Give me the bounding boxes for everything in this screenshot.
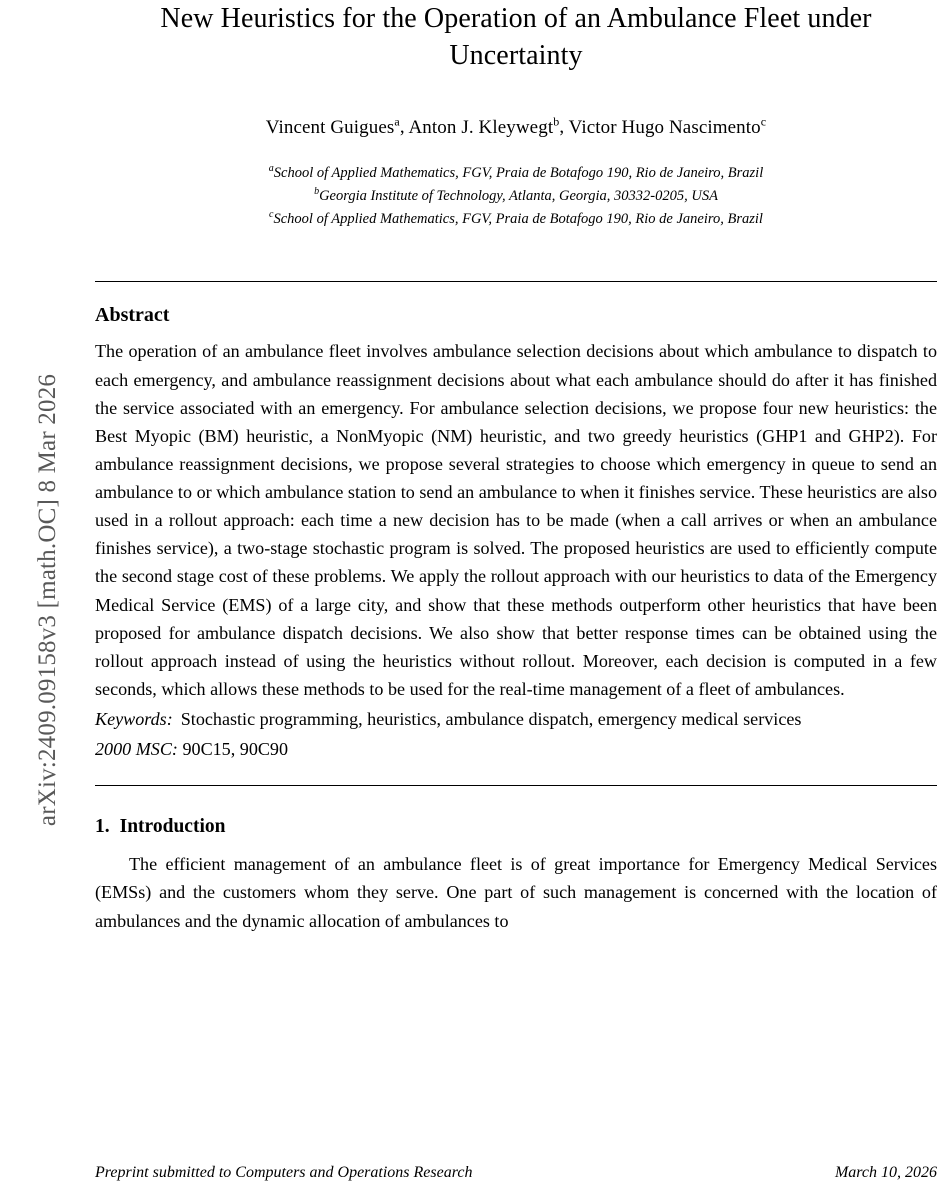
keywords-label: Keywords: xyxy=(95,709,173,729)
author-item xyxy=(568,114,767,138)
abstract-bottom-divider xyxy=(95,785,937,786)
section-paragraph: The efficient management of an ambulance fleet is of great importance for Emergency Medical Services (EMSs) and the customers whom they serve. One part of such management is concerned with the location of ambulances and the dynamic allocation of ambulances to xyxy=(95,854,937,931)
author-name: Anton J. Kleywegt xyxy=(408,116,554,138)
affiliation-mark: c xyxy=(269,208,274,220)
affiliation-mark: a xyxy=(268,162,274,174)
paper-content xyxy=(95,0,937,935)
page-title: New Heuristics for the Operation of an Ambulance Fleet under Uncertainty xyxy=(160,3,872,72)
affiliation-mark: b xyxy=(314,185,320,197)
affiliation-text: Georgia Institute of Technology, Atlanta, Georgia, 30332-0205, USA xyxy=(319,187,718,204)
page-footer xyxy=(95,1164,937,1182)
affiliation-item xyxy=(95,207,937,230)
arxiv-stamp-text: arXiv:2409.09158v3 [math.OC] 8 Mar 2026 xyxy=(33,373,61,827)
abstract-top-divider xyxy=(95,281,937,282)
arxiv-stamp xyxy=(0,0,95,1200)
section-number: 1. xyxy=(95,816,110,838)
footer-left-text: Preprint submitted to Computers and Operations Research xyxy=(95,1164,473,1181)
author-name: Vincent Guigues xyxy=(265,116,395,138)
affiliation-item xyxy=(95,184,937,207)
author-item xyxy=(408,114,560,138)
author-separator: , xyxy=(559,116,569,138)
affiliation-item xyxy=(95,161,937,184)
affiliation-list xyxy=(95,161,937,230)
affiliation-text: School of Applied Mathematics, FGV, Praia de Botafogo 190, Rio de Janeiro, Brazil xyxy=(273,210,763,227)
footer-right-date: March 10, 2026 xyxy=(834,1164,937,1181)
author-affiliation-mark: a xyxy=(394,114,400,129)
author-name: Victor Hugo Nascimento xyxy=(568,116,761,138)
keywords-value: Stochastic programming, heuristics, ambulance dispatch, emergency medical services xyxy=(180,709,802,729)
paper-page xyxy=(95,0,937,1200)
section-title: Introduction xyxy=(119,816,226,838)
author-affiliation-mark: c xyxy=(760,114,767,129)
author-affiliation-mark: b xyxy=(553,114,560,129)
affiliation-text: School of Applied Mathematics, FGV, Praia de Botafogo 190, Rio de Janeiro, Brazil xyxy=(273,164,764,181)
msc-value: 90C15, 90C90 xyxy=(182,739,289,760)
author-list xyxy=(95,114,937,138)
abstract-heading: Abstract xyxy=(95,304,170,327)
msc-label: 2000 MSC: xyxy=(95,739,178,760)
author-item xyxy=(265,114,400,138)
msc-line xyxy=(95,735,937,763)
section-heading-introduction xyxy=(95,816,937,838)
abstract-text: The operation of an ambulance fleet involves ambulance selection decisions about which ambulance to dispatch to each emergency, and ambulance reassignment decisions about what each ambulance should do after it has finished the service associated with an emergency. For ambulance selection decisions, we propose four new heuristics: the Best Myopic (BM) heuristic, a NonMyopic (NM) heuristic, and two greedy heuristics (GHP1 and GHP2). For ambulance reassignment decisions, we propose several strategies to choose which emergency in queue to send an ambulance to or which ambulance station to send an ambulance to when it finishes service. These heuristics are also used in a rollout approach: each time a new decision has to be made (when a call arrives or when an ambulance finishes service), a two-stage stochastic program is solved. The proposed heuristics are used to efficiently compute the second stage cost of these problems. We apply the rollout approach with our heuristics to data of the Emergency Medical Service (EMS) of a large city, and show that these methods outperform other heuristics that have been proposed for ambulance dispatch decisions. We also show that better response times can be obtained using the rollout approach instead of using the heuristics without rollout. Moreover, each decision is computed in a few seconds, which allows these methods to be used for the real-time management of a fleet of ambulances. xyxy=(95,341,937,699)
author-separator: , xyxy=(399,116,409,138)
keywords-line xyxy=(95,705,937,733)
